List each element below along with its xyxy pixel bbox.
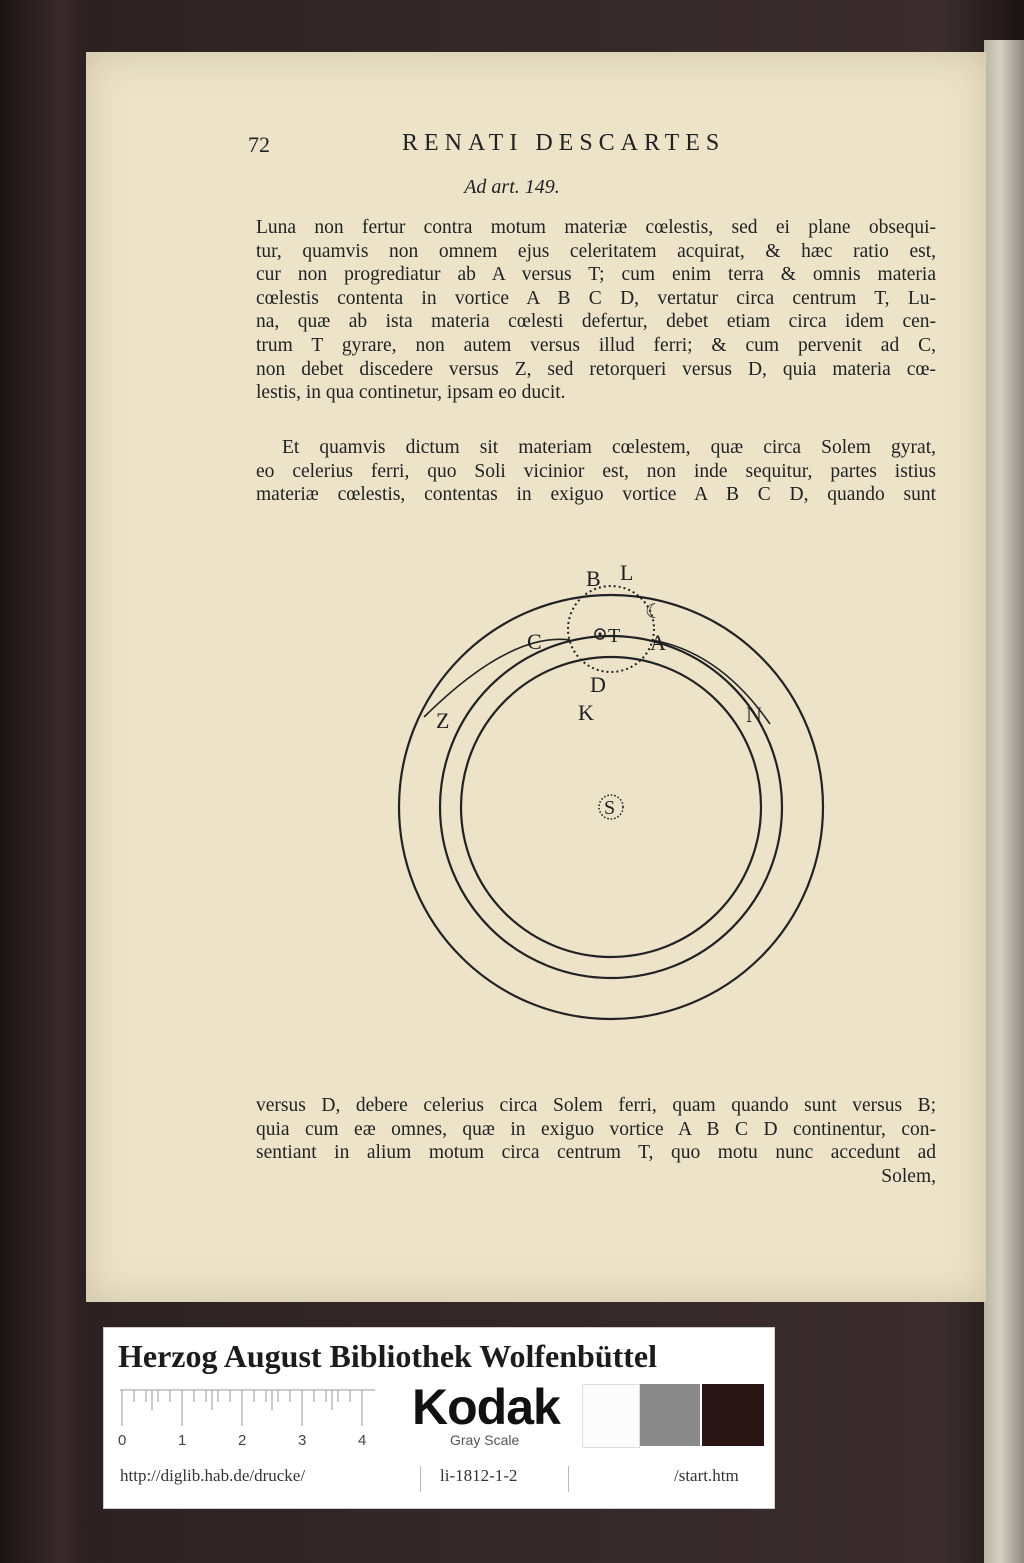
label-d: D — [590, 672, 606, 697]
running-head: RENATI DESCARTES — [402, 130, 726, 156]
gray-scale-label: Gray Scale — [450, 1432, 520, 1448]
library-title: Herzog August Bibliothek Wolfenbüttel — [118, 1338, 658, 1374]
ruler-number: 3 — [298, 1432, 307, 1449]
label-z: Z — [436, 708, 450, 733]
label-t: T — [608, 625, 621, 647]
label-b: B — [586, 566, 601, 591]
label-n: N — [746, 702, 762, 727]
library-color-card — [103, 1327, 775, 1509]
text-line: tur, quamvis non omnem ejus celeritatem acquirat, & hæc ratio est, — [256, 240, 936, 262]
text-line: lestis, in qua continetur, ipsam eo ducit. — [256, 382, 566, 404]
label-c: C — [527, 629, 542, 654]
paragraph-celestial-matter — [256, 436, 936, 507]
adjacent-page-edge — [984, 40, 1024, 1563]
page-path: /start.htm — [674, 1466, 739, 1485]
section-heading: Ad art. 149. — [464, 176, 560, 198]
earth-center-dot — [598, 632, 601, 635]
page-number: 72 — [248, 132, 270, 157]
text-line: materiæ cœlestis, contentas in exiguo vortice A B C D, quando sunt — [256, 484, 936, 506]
gray-patch-dark — [702, 1384, 764, 1446]
source-url: http://diglib.hab.de/drucke/ — [120, 1466, 306, 1485]
gray-patch-white — [582, 1384, 640, 1448]
label-s: S — [604, 797, 616, 819]
text-line: quia cum eæ omnes, quæ in exiguo vortice A B C D continentur, con- — [256, 1118, 936, 1140]
gray-patch-mid — [640, 1384, 700, 1446]
text-line: Et quamvis dictum sit materiam cœlestem, quæ circa Solem gyrat, — [282, 437, 936, 458]
ruler-number: 4 — [358, 1432, 367, 1449]
shelfmark: li-1812-1-2 — [440, 1466, 518, 1485]
moon-symbol: ☾ — [645, 601, 663, 623]
text-line: cœlestis contenta in vortice A B C D, vertatur circa centrum T, Lu- — [256, 287, 936, 309]
text-line: na, quæ ab ista materia cœlesti defertur, debet etiam circa idem cen- — [256, 311, 936, 333]
measurement-ruler — [120, 1388, 375, 1428]
footer-divider — [568, 1466, 569, 1492]
text-line: trum T gyrare, non autem versus illud ferri; & cum pervenit ad C, — [256, 334, 936, 356]
text-line: Luna non fertur contra motum materiæ cœlestis, sed ei plane obsequi- — [256, 217, 936, 238]
ruler-number: 0 — [118, 1432, 127, 1449]
text-line: eo celerius ferri, quo Soli vicinior est, non inde sequitur, partes istius — [256, 460, 936, 482]
ruler-number: 1 — [178, 1432, 187, 1449]
text-line: non debet discedere versus Z, sed retorqueri versus D, quia materia cœ- — [256, 358, 936, 380]
text-line: sentiant in alium motum circa centrum T, quo motu nunc accedunt ad — [256, 1142, 936, 1164]
ruler-number: 2 — [238, 1432, 247, 1449]
paragraph-moon-motion — [256, 216, 936, 405]
footer-divider — [420, 1466, 421, 1492]
text-line: cur non progrediatur ab A versus T; cum enim terra & omnis materia — [256, 264, 936, 286]
text-line: versus D, debere celerius circa Solem ferri, quam quando sunt versus B; — [256, 1095, 936, 1116]
text-line: Solem, — [881, 1165, 936, 1187]
label-l: L — [620, 560, 634, 585]
label-a: A — [650, 630, 666, 655]
paragraph-continuation — [256, 1094, 936, 1188]
label-k: K — [578, 700, 594, 725]
kodak-logo: Kodak — [412, 1379, 560, 1435]
vortex-diagram — [370, 552, 830, 1022]
